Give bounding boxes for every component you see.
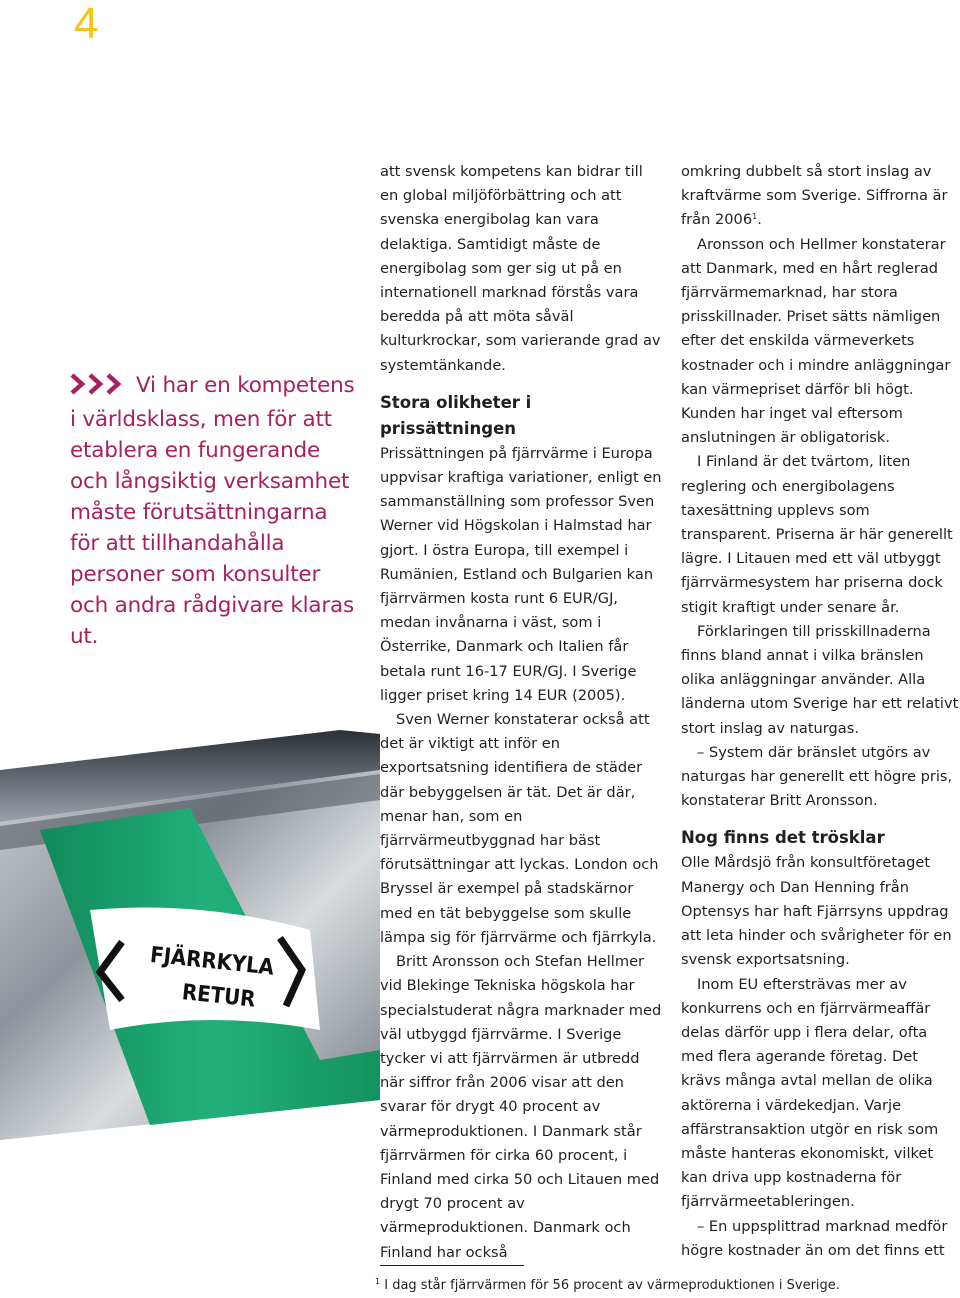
paragraph: omkring dubbelt så stort inslag av kraftvärme som Sverige. Siffrorna är från 2006$^1$. bbox=[681, 163, 948, 229]
triple-chevron-icon bbox=[70, 373, 128, 404]
footnote-mark: 1 bbox=[375, 1277, 381, 1286]
page-number: 4 bbox=[74, 0, 99, 48]
text-column-2 bbox=[681, 160, 960, 1263]
pipe-label-line1: FJÄRRKYLA bbox=[148, 942, 276, 981]
text-column-1 bbox=[380, 160, 665, 1265]
pipe-label-line2: RETUR bbox=[180, 980, 257, 1013]
paragraph: Olle Mårdsjö från konsultföretaget Manergy och Dan Henning från Optensys har haft Fjärrsyns uppdrag att leta hinder och svårigheter för en svensk exportsatsning. bbox=[681, 854, 952, 969]
paragraph: Inom EU eftersträvas mer av konkurrens och en fjärrvärmeaffär delas därför upp i flera delar, ofta med flera agerande företag. Det krävs många avtal mellan de olika aktörerna i värdekedjan. Varje affärstransaktion utgör en risk som måste hanteras ekonomiskt, vilket kan driva upp kostnaderna för fjärrvärmeetableringen. bbox=[681, 975, 939, 1211]
paragraph: att svensk kompetens kan bidrar till en global miljöförbättring och att svenska energibolag kan vara delaktiga. Samtidigt måste de energibolag som ger sig ut på en internationell marknad förstås vara beredda på att möta såväl kulturkrockar, som varierande grad av systemtänkande. bbox=[380, 163, 661, 374]
section-heading: Stora olikheter i prissättningen bbox=[380, 392, 532, 438]
pullquote bbox=[70, 370, 360, 652]
pipe-photo bbox=[0, 730, 380, 1140]
paragraph: – En uppsplittrad marknad medför högre kostnader än om det finns ett bbox=[681, 1217, 948, 1259]
paragraph: I Finland är det tvärtom, liten reglering och energibolagens taxesättning upplevs som transparent. Priserna är här generellt lägre. I Litauen med ett väl utbyggt fjärrvärmesystem har priserna dock stigit kraftigt under senare år. bbox=[681, 453, 953, 616]
paragraph: Britt Aronsson och Stefan Hellmer vid Blekinge Tekniska högskola har specialstuderat några marknader med väl utbyggd fjärrvärme. I Sverige tycker vi att fjärrvärmen är utbredd när siffror från 2006 visar att den svarar för drygt 40 procent av värmeproduktionen. I Danmark står fjärrvärmen för cirka 60 procent, i Finland med cirka 50 och Litauen med drygt 70 procent av värmeproduktionen. Danmark och Finland har också bbox=[380, 953, 662, 1261]
paragraph: Prissättningen på fjärrvärme i Europa uppvisar kraftiga variationer, enligt en sammanställning som professor Sven Werner vid Högskolan i Halmstad har gjort. I östra Europa, till exempel i Rumänien, Estland och Bulgarien kan fjärrvärmen kosta runt 6 EUR/GJ, medan invånarna i väst, som i Österrike, Danmark och Italien får betala runt 16-17 EUR/GJ. I Sverige ligger priset kring 14 EUR (2005). bbox=[380, 444, 662, 704]
paragraph: Förklaringen till prisskillnaderna finns bland annat i vilka bränslen olika anläggningar använder. Alla länderna utom Sverige har ett relativt stort inslag av naturgas. bbox=[681, 622, 959, 737]
paragraph: Aronsson och Hellmer konstaterar att Danmark, med en hårt reglerad fjärrvärmemarknad, har stora prisskillnader. Priset sätts nämligen efter det enskilda värmeverkets kostnader och i mindre anläggningar kan värmepriset därför bli högt. Kunden har inget val eftersom anslutningen är obligatorisk. bbox=[681, 235, 951, 447]
section-heading: Nog finns det trösklar bbox=[681, 828, 885, 848]
paragraph: Sven Werner konstaterar också att det är viktigt att inför en exportsatsning identifiera de städer där bebyggelsen är tät. Det är där, menar han, som en fjärrvärmeutbyggnad har bäst förutsättningar att lyckas. London och Bryssel är exempel på stadskärnor med en tät bebyggelse som skulle lämpa sig för fjärrvärme och fjärrkyla. bbox=[380, 711, 659, 946]
footnote bbox=[375, 1276, 840, 1296]
footnote-divider bbox=[380, 1265, 524, 1266]
footnote-text: I dag står fjärrvärmen för 56 procent av värmeproduktionen i Sverige. bbox=[384, 1278, 840, 1293]
pullquote-text: Vi har en kompetens i världsklass, men för att etablera en fungerande och långsiktig verksamhet måste förutsättningarna för att tillhandahålla personer som konsulter och andra rådgivare klaras ut. bbox=[70, 373, 355, 649]
paragraph: – System där bränslet utgörs av naturgas har generellt ett högre pris, konstaterar Britt Aronsson. bbox=[681, 743, 953, 810]
footnote-ref: 1 bbox=[752, 212, 758, 222]
